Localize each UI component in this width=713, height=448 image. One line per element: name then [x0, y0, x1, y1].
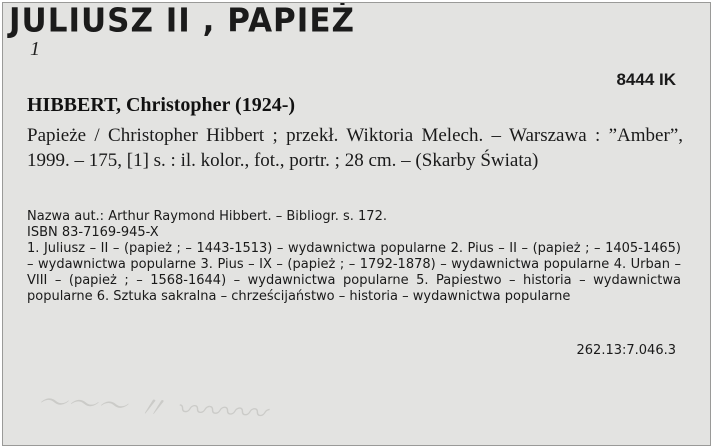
catalog-card — [2, 2, 711, 446]
isbn: ISBN 83-7169-945-X — [27, 225, 159, 240]
subject-headings: 1. Juliusz – II – (papież ; – 1443-1513) – wydawnictwa popularne 2. Pius – II – (papież ; – 1405-1465) – wydawnictwa popularne 3. Pius – IX – (papież ; – 1792-1878) – wydawnictwa popularne 4. Urban – VIII – (papież ; – 1568-1644) – wydawnictwa popularne 5. Papiestwo – historia – wydawnictwa popularne 6. Sztuka sakralna – chrześcijaństwo – historia – wydawnictwa popularne — [27, 241, 681, 304]
author-note: Nazwa aut.: Arthur Raymond Hibbert. – Bibliogr. s. 172. — [27, 209, 387, 224]
classification-number: 262.13:7.046.3 — [576, 343, 676, 358]
main-entry-heading: HIBBERT, Christopher (1924-) — [27, 94, 296, 116]
card-number: 1 — [30, 38, 40, 60]
call-number: 8444 IK — [616, 70, 676, 89]
faded-bleedthrough-writing: 〜〜〜 〃 〰〰〰 — [36, 385, 267, 432]
bibliographic-description: Papieże / Christopher Hibbert ; przekł. Wiktoria Melech. – Warszawa : ”Amber”, 1999. – 175, [1] s. : il. kolor., fot., portr. ; 28 cm. – (Skarby Świata) — [27, 125, 683, 171]
handwritten-heading: JULIUSZ II , PAPIEŻ — [9, 2, 355, 40]
